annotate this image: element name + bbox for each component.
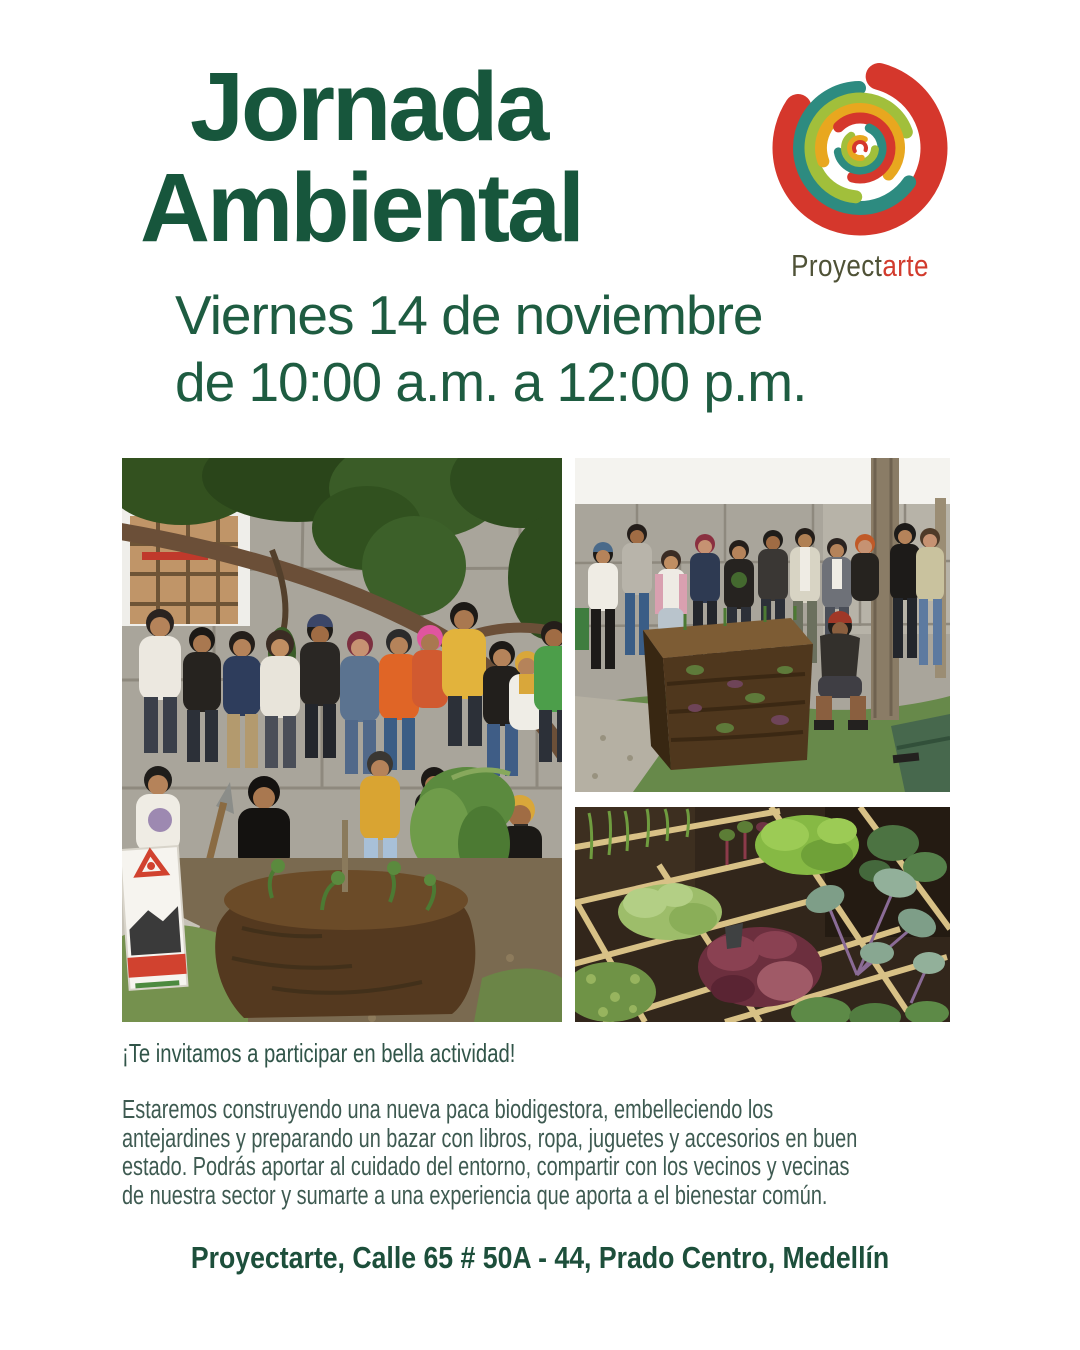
- address-footer: Proyectarte, Calle 65 # 50A - 44, Prado Centro, Medellín: [190, 1240, 890, 1275]
- proyectarte-logo: [760, 50, 960, 284]
- brand-suffix: arte: [882, 248, 929, 283]
- brand-wordmark: [776, 248, 944, 284]
- compost-cube: [643, 606, 813, 770]
- page-title: [140, 52, 582, 262]
- description-paragraph: [122, 1096, 857, 1210]
- date-line-1: Viernes 14 de noviembre: [175, 284, 763, 346]
- date-line-2: de 10:00 a.m. a 12:00 p.m.: [175, 351, 807, 413]
- paragraph-line: estado. Podrás aportar al cuidado del entorno, compartir con los vecinos y vecinas: [122, 1153, 850, 1181]
- paragraph-line: Estaremos construyendo una nueva paca biodigestora, embelleciendo los: [122, 1096, 774, 1124]
- compost-photo: [575, 458, 950, 792]
- group-photo: [122, 458, 562, 1022]
- warning-sign: [122, 846, 188, 990]
- brand-prefix: Proyect: [791, 248, 883, 283]
- invitation-text: ¡Te invitamos a participar en bella actividad!: [122, 1038, 516, 1068]
- paragraph-line: de nuestra sector y sumarte a una experiencia que aporta a el bienestar común.: [122, 1181, 828, 1210]
- garden-photo: [575, 807, 950, 1022]
- red-lettuce: [698, 927, 822, 1007]
- title-line-2: Ambiental: [140, 153, 582, 262]
- green-lettuce-bright: [755, 815, 859, 875]
- paragraph-line: antejardines y preparando un bazar con libros, ropa, juguetes y accesorios en buen: [122, 1124, 858, 1153]
- event-date: [175, 282, 806, 416]
- spiral-logo-icon: [762, 50, 958, 246]
- plant-marker: [725, 923, 743, 949]
- title-line-1: Jornada: [190, 52, 547, 161]
